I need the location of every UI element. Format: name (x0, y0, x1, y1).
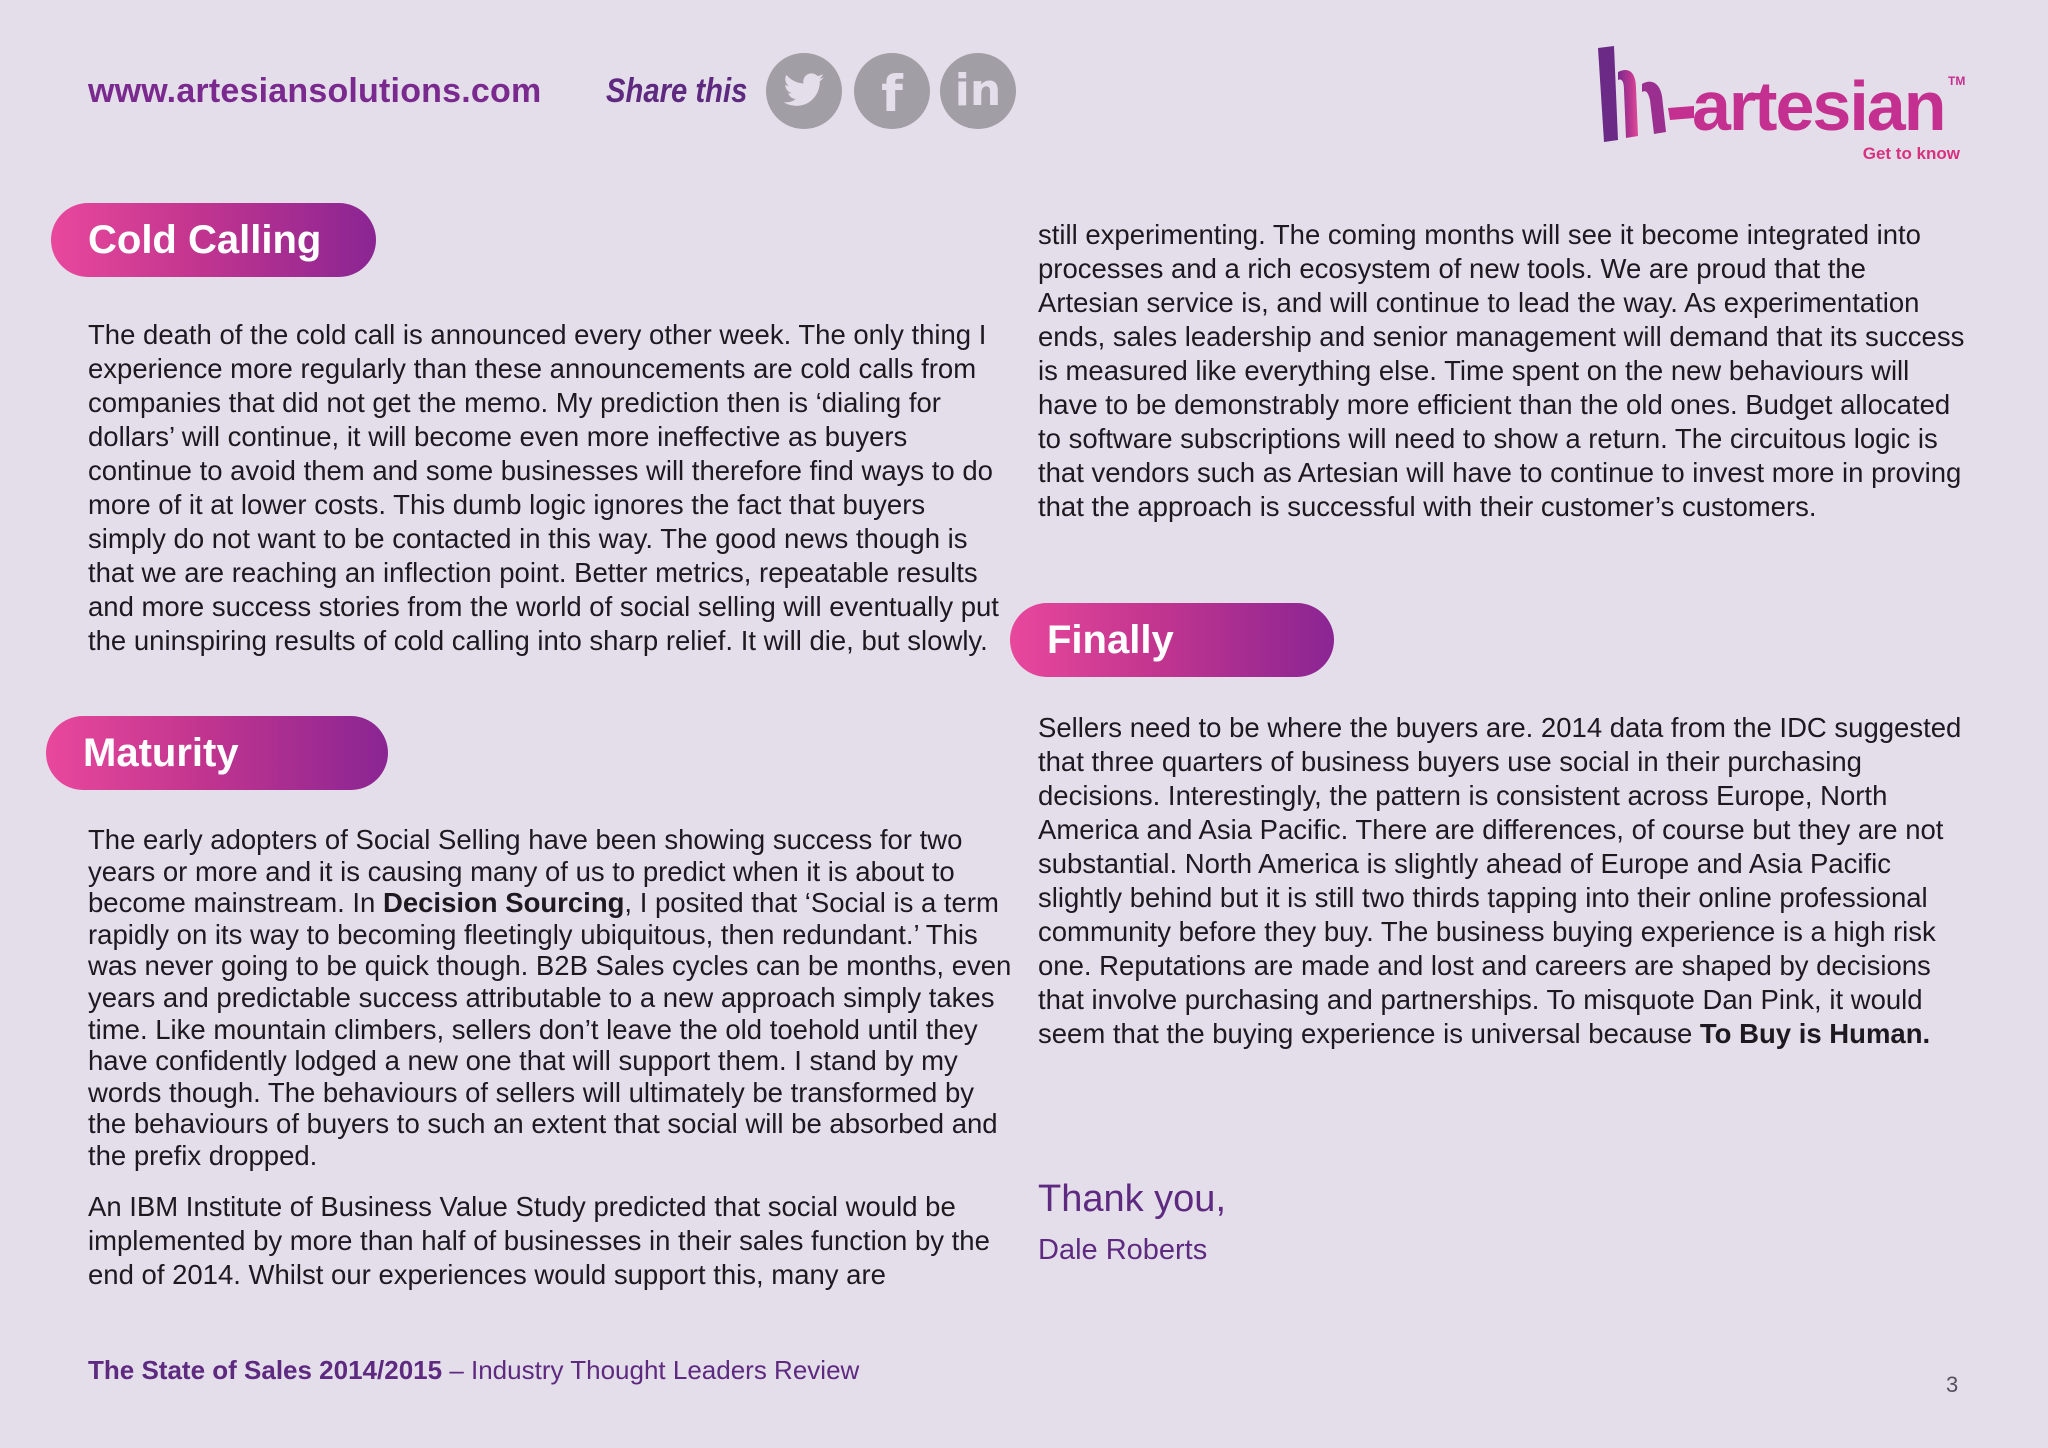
finally-body (1038, 711, 1968, 1051)
linkedin-share-button[interactable] (940, 53, 1016, 129)
thank-you: Thank you, (1038, 1178, 1226, 1220)
finally-body-text: Sellers need to be where the buyers are. 2014 data from the IDC suggested that three quarters of business buyers use social in their purchasing decisions. Interestingly, the pattern is consistent across Europe, North America and Asia Pacific. There are differences, of course but they are not substantial. North America is slightly ahead of Europe and Asia Pacific slightly behind but it is still two thirds tapping into their online professional community before they buy. The business buying experience is a high risk one. Reputations are made and lost and careers are shaped by decisions that involve purchasing and partnerships. To misquote Dan Pink, it would seem that the buying experience is universal because (1038, 712, 1962, 1049)
artesian-logo (1596, 44, 1966, 164)
maturity-p1-text-cont: , I posited that ‘Social is a term rapidly on its way to becoming fleetingly ubiquitous, then redundant.’ This was never going to be quick though. B2B Sales cycles can be months, even years and predictable success attributable to a new approach simply takes time. Like mountain climbers, sellers don’t leave the old toehold until they have confidently lodged a new one that will support them. I stand by my words though. The behaviours of sellers will ultimately be transformed by the behaviours of buyers to such an extent that social will be absorbed and the prefix dropped. (88, 887, 1012, 1171)
twitter-share-button[interactable] (766, 53, 842, 129)
footer-title: The State of Sales 2014/2015 (88, 1355, 443, 1385)
artesian-logo-mark (1596, 44, 1696, 154)
maturity-paragraph-3: still experimenting. The coming months will see it become integrated into processes and a rich ecosystem of new tools. We are proud that the Artesian service is, and will continue to lead the way. As experimentation ends, sales leadership and senior management will demand that its success is measured like everything else. Time spent on the new behaviours will have to be demonstrably more efficient than the old ones. Budget allocated to software subscriptions will need to show a return. The circuitous logic is that vendors such as Artesian will have to continue to invest more in proving that the approach is successful with their customer’s customers. (1038, 219, 1965, 522)
facebook-share-button[interactable] (854, 53, 930, 129)
to-buy-is-human: To Buy is Human. (1699, 1018, 1931, 1049)
logo-wordmark: artesian (1692, 67, 1945, 145)
maturity-p1-text: The early adopters of Social Selling have been showing success for two years or more and it is causing many of us to predict when it is about to become mainstream. In (88, 824, 963, 919)
facebook-icon: f (881, 65, 903, 123)
cold-calling-body: The death of the cold call is announced every other week. The only thing I experience more regularly than these announcements are cold calls from companies that did not get the memo. My prediction then is ‘dialing for dollars’ will continue, it will become even more ineffective as buyers continue to avoid them and some businesses will therefore find ways to do more of it at lower costs. This dumb logic ignores the fact that buyers simply do not want to be contacted in this way. The good news though is that we are reaching an inflection point. Better metrics, repeatable results and more success stories from the world of social selling will eventually put the uninspiring results of cold calling into sharp relief. It will die, but slowly. (88, 319, 999, 656)
cold-calling-heading-text: Cold Calling (88, 217, 322, 262)
cold-calling-heading (51, 203, 376, 277)
website-link[interactable]: www.artesiansolutions.com (88, 72, 542, 110)
page-number: 3 (1946, 1372, 1959, 1397)
footer (88, 1355, 859, 1386)
maturity-heading-text: Maturity (83, 730, 239, 775)
decision-sourcing-title: Decision Sourcing (382, 887, 625, 919)
twitter-icon (782, 69, 826, 113)
maturity-paragraph-2: An IBM Institute of Business Value Study predicted that social would be implemented by more than half of businesses in their sales function by the end of 2014. Whilst our experiences would support this, many are (88, 1191, 990, 1290)
maturity-paragraph-1 (88, 824, 1018, 1172)
footer-subtitle: – Industry Thought Leaders Review (442, 1355, 860, 1385)
linkedin-icon: in (954, 65, 1002, 116)
author-name: Dale Roberts (1038, 1234, 1208, 1266)
share-label: Share this (606, 72, 748, 110)
finally-heading-text: Finally (1047, 617, 1174, 662)
logo-tagline: Get to know (1862, 144, 1960, 163)
trademark-mark: TM (1948, 74, 1966, 88)
finally-heading (1010, 603, 1334, 677)
maturity-heading (46, 716, 388, 790)
